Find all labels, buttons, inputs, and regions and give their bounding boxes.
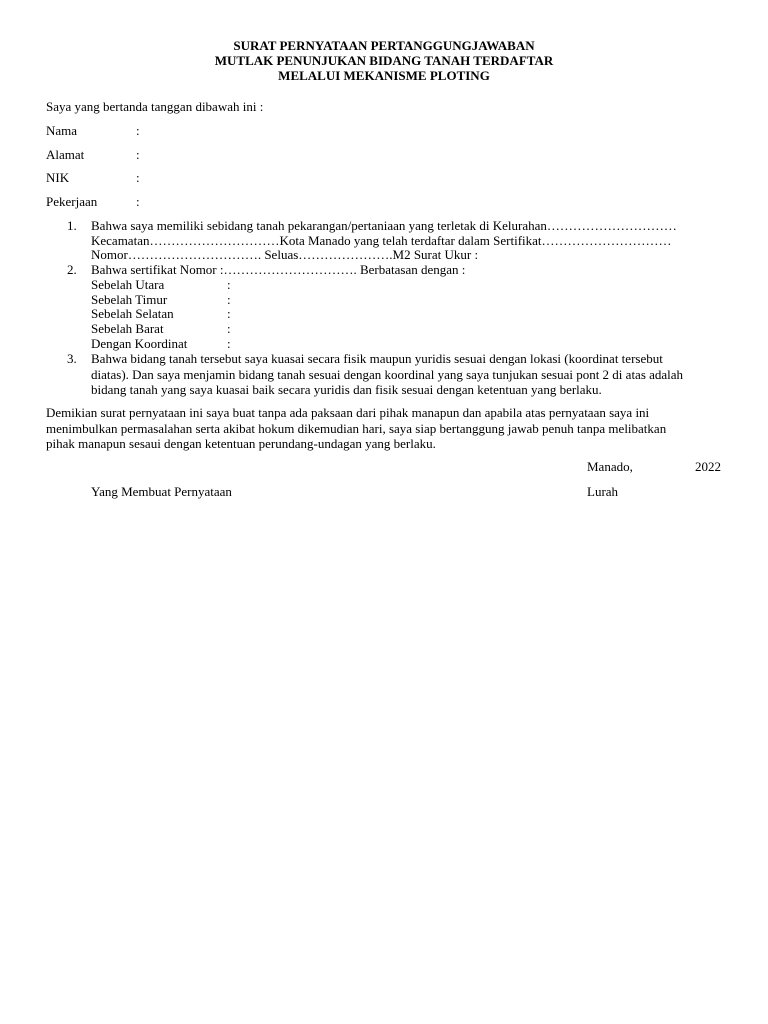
signature-year: 2022 (695, 459, 721, 474)
item-1-line-1: Bahwa saya memiliki sebidang tanah pekarangan/pertaniaan yang terletak di Kelurahan………………………… (91, 218, 677, 233)
item-3-number: 3. (67, 351, 77, 366)
border-label-selatan: Sebelah Selatan (91, 306, 174, 321)
border-label-timur: Sebelah Timur (91, 292, 168, 307)
border-colon-timur: : (227, 292, 231, 307)
border-colon-koordinat: : (227, 336, 231, 351)
field-label-alamat: Alamat (46, 147, 85, 162)
signature-left-label: Yang Membuat Pernyataan (91, 484, 232, 499)
border-label-koordinat: Dengan Koordinat (91, 336, 188, 351)
field-colon-nama: : (136, 123, 140, 138)
title-line-2: MUTLAK PENUNJUKAN BIDANG TANAH TERDAFTAR (214, 53, 554, 68)
border-colon-selatan: : (227, 306, 231, 321)
item-3-line-2: diatas). Dan saya menjamin bidang tanah sesuai dengan koordinal yang saya tunjukan sesuai pont 2 di atas adalah (91, 367, 684, 382)
field-colon-pekerjaan: : (136, 194, 140, 209)
border-colon-barat: : (227, 321, 231, 336)
title-line-1: SURAT PERNYATAAN PERTANGGUNGJAWABAN (233, 38, 535, 53)
item-3-line-1: Bahwa bidang tanah tersebut saya kuasai secara fisik maupun yuridis sesuai dengan lokasi (koordinat tersebut (91, 351, 663, 366)
field-colon-nik: : (136, 170, 140, 185)
field-label-pekerjaan: Pekerjaan (46, 194, 98, 209)
signature-right-label: Lurah (587, 484, 619, 499)
closing-line-2: menimbulkan permasalahan serta akibat hokum dikemudian hari, saya siap bertanggung jawab penuh tanpa melibatkan (46, 421, 667, 436)
field-label-nik: NIK (46, 170, 70, 185)
item-1-line-3: Nomor…………………………. Seluas………………….M2 Surat Ukur : (91, 247, 479, 262)
border-label-utara: Sebelah Utara (91, 277, 165, 292)
closing-line-1: Demikian surat pernyataan ini saya buat tanpa ada paksaan dari pihak manapun dan apabila atas pernyataan saya ini (46, 405, 650, 420)
item-2-line-1: Bahwa sertifikat Nomor :…………………………. Berbatasan dengan : (91, 262, 466, 277)
signature-place: Manado, (587, 459, 633, 474)
field-colon-alamat: : (136, 147, 140, 162)
item-1-number: 1. (67, 218, 77, 233)
item-2-number: 2. (67, 262, 77, 277)
document-title (0, 38, 768, 83)
title-line-3: MELALUI MEKANISME PLOTING (278, 68, 490, 83)
intro-text: Saya yang bertanda tanggan dibawah ini : (46, 99, 264, 114)
border-colon-utara: : (227, 277, 231, 292)
item-3-line-3: bidang tanah yang saya kuasai baik secara yuridis dan fisik sesuai dengan ketentuan yang berlaku. (91, 382, 602, 397)
closing-line-3: pihak manapun sesaui dengan ketentuan perundang-undagan yang berlaku. (46, 436, 436, 451)
border-label-barat: Sebelah Barat (91, 321, 164, 336)
item-1-line-2: Kecamatan…………………………Kota Manado yang telah terdaftar dalam Sertifikat………………………… (91, 233, 672, 248)
field-label-nama: Nama (46, 123, 78, 138)
